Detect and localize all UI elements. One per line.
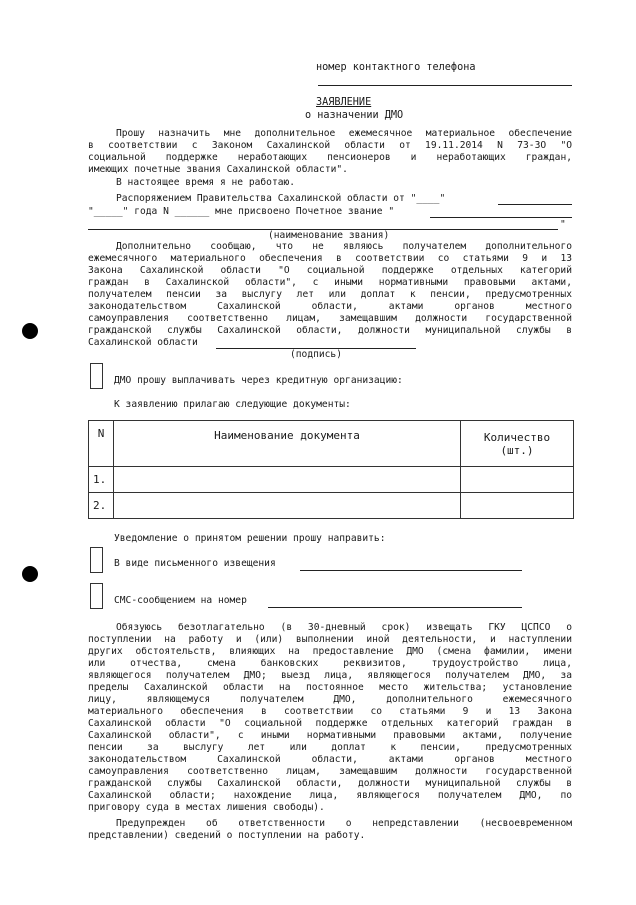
phone-label: номер контактного телефона: [316, 62, 476, 73]
quantity-unit: (шт.): [500, 443, 534, 457]
notification-label: Уведомление о принятом решении прошу направить:: [114, 533, 386, 544]
not-working-statement: В настоящее время я не работаю.: [116, 177, 296, 188]
col-header-number: N: [89, 421, 114, 467]
p2-line-7: самоуправления соответственно лицам, замещавшим должности государственной: [88, 313, 572, 324]
obl-line-7: лицу, являющемуся получателем ДМО, дополнительного ежемесячного: [88, 694, 572, 705]
obl-line-9: Сахалинской области "О социальной поддержке отдельных категорий граждан в: [88, 718, 572, 729]
sms-option-label: СМС-сообщением на номер: [114, 595, 247, 606]
credit-org-label: ДМО прошу выплачивать через кредитную организацию:: [114, 375, 403, 386]
p2-line-6: законодательством Сахалинской области, актами органов местного: [88, 301, 572, 312]
row-number: 1.: [89, 467, 114, 493]
decree-line-1: Распоряжением Правительства Сахалинской области от "____": [116, 193, 446, 204]
obl-line-14: гражданской службы Сахалинской области, должности муниципальной службы в: [88, 778, 572, 789]
letter-field[interactable]: [300, 570, 522, 571]
binder-hole-bottom: [22, 566, 38, 582]
obl-line-4: или отчества, смена банковских реквизитов, трудоустройство лица,: [88, 658, 572, 669]
p2-line-5: получателем пенсии за выслугу лет или доплат к пенсии, предусмотренных: [88, 289, 572, 300]
binder-hole-top: [22, 323, 38, 339]
document-subtitle: о назначении ДМО: [305, 110, 404, 121]
obl-line-6: пределы Сахалинской области на постоянное место жительства; установление: [88, 682, 572, 693]
row-number: 2.: [89, 493, 114, 519]
p2-line-8: гражданской службы Сахалинской области, должности муниципальной службы в: [88, 325, 572, 336]
letter-checkbox[interactable]: [90, 547, 103, 573]
row-quantity-cell[interactable]: [461, 493, 574, 519]
obl-line-5: являющегося получателем ДМО; выезд лица, являющегося получателем ДМО, за: [88, 670, 572, 681]
quantity-label: Количество: [483, 430, 551, 444]
obl-line-1: Обязуюсь безотлагательно (в 30-дневный срок) извещать ГКУ ЦСПСО о: [116, 622, 572, 633]
p2-line-2: ежемесячного материального обеспечения в соответствии со статьями 9 и 13: [88, 253, 572, 264]
letter-option-label: В виде письменного извещения: [114, 558, 276, 569]
signature-caption: (подпись): [290, 349, 342, 360]
p1-line-3: социальной поддержке неработающих пенсионеров и неработающих граждан,: [88, 152, 572, 163]
decree-line-2: "_____" года N ______ мне присвоено Почетное звание ": [88, 206, 395, 217]
title-name-field[interactable]: [430, 217, 572, 218]
obl-line-3: других обстоятельств, влияющих на предоставление ДМО (смена фамилии, имени: [88, 646, 572, 657]
credit-org-checkbox[interactable]: [90, 363, 103, 389]
p2-line-3: Закона Сахалинской области "О социальной поддержке отдельных категорий: [88, 265, 572, 276]
warning-line-2: представлении) сведений о поступлении на работу.: [88, 830, 366, 841]
p1-line-2: в соответствии с Законом Сахалинской области от 19.11.2014 N 73-ЗО "О: [88, 140, 572, 151]
documents-table: [88, 420, 574, 519]
col-header-quantity: [461, 421, 574, 467]
sms-number-field[interactable]: [268, 607, 522, 608]
row-doc-name-cell[interactable]: [114, 493, 461, 519]
obl-last-line: приговору суда в местах лишения свободы).: [88, 802, 325, 813]
obl-line-15: Сахалинской области; нахождение лица, являющегося получателем ДМО, по: [88, 790, 572, 801]
obl-line-13: самоуправления соответственно лицам, замещавшим должности государственной: [88, 766, 572, 777]
document-title: ЗАЯВЛЕНИЕ: [316, 97, 372, 108]
obl-line-10: Сахалинской области", с иными нормативными правовыми актами, получение: [88, 730, 572, 741]
row-quantity-cell[interactable]: [461, 467, 574, 493]
decree-month-field[interactable]: [498, 204, 572, 205]
phone-field-line[interactable]: [318, 85, 572, 86]
title-name-caption: (наименование звания): [268, 230, 390, 241]
quote-close: ": [560, 219, 566, 230]
attachments-label: К заявлению прилагаю следующие документы:: [114, 399, 351, 410]
col-header-doc-name: Наименование документа: [114, 421, 461, 467]
obl-line-11: пенсии за выслугу лет или доплат к пенсии, предусмотренных: [88, 742, 572, 753]
obl-line-2: поступлении на работу и (или) выполнении иной деятельности, и наступлении: [88, 634, 572, 645]
warning-line-1: Предупрежден об ответственности о непредставлении (несвоевременном: [116, 818, 572, 829]
table-row: [89, 493, 574, 519]
obl-line-12: законодательством Сахалинской области, актами органов местного: [88, 754, 572, 765]
p2-line-1: Дополнительно сообщаю, что не являюсь получателем дополнительного: [116, 241, 572, 252]
obl-line-8: материального обеспечения в соответствии со статьями 9 и 13 Закона: [88, 706, 572, 717]
sms-checkbox[interactable]: [90, 583, 103, 609]
table-row: [89, 467, 574, 493]
p1-line-1: Прошу назначить мне дополнительное ежемесячное материальное обеспечение: [116, 128, 572, 139]
row-doc-name-cell[interactable]: [114, 467, 461, 493]
p2-line-4: граждан в Сахалинской области", с иными нормативными правовыми актами,: [88, 277, 572, 288]
p2-last-line: Сахалинской области: [88, 337, 198, 348]
p1-line-4: имеющих почетные звания Сахалинской области".: [88, 164, 348, 175]
table-header-row: [89, 421, 574, 467]
